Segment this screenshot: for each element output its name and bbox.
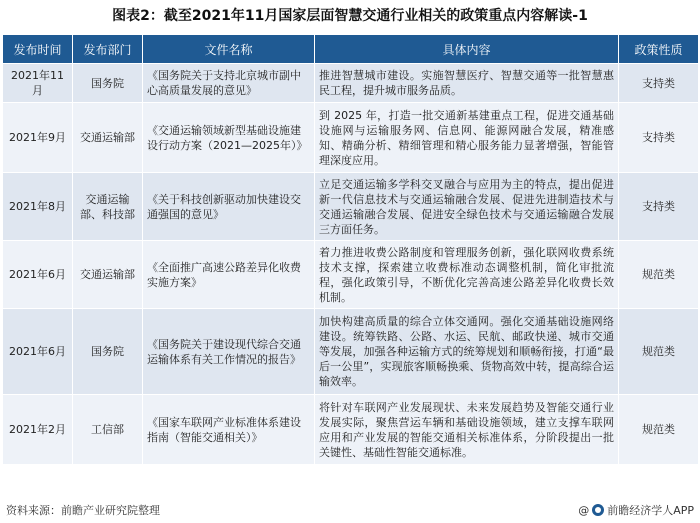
cell-type: 规范类: [619, 309, 699, 395]
brand-credit: [578, 502, 694, 518]
cell-dept: 交通运输部、科技部: [73, 173, 143, 241]
cell-name: 《关于科技创新驱动加快建设交通强国的意见》: [143, 173, 315, 241]
cell-date: 2021年8月: [3, 173, 73, 241]
cell-type: 支持类: [619, 103, 699, 173]
page-title: 图表2：截至2021年11月国家层面智慧交通行业相关的政策重点内容解读-1: [112, 8, 588, 24]
cell-name: 《全面推广高速公路差异化收费实施方案》: [143, 241, 315, 309]
header-name: 文件名称: [143, 35, 315, 64]
brand-name: 前瞻经济学人APP: [607, 504, 694, 517]
cell-name: 《交通运输领域新型基础设施建设行动方案（2021—2025年）》: [143, 103, 315, 173]
cell-name: 《国务院关于建设现代综合交通运输体系有关工作情况的报告》: [143, 309, 315, 395]
cell-content: 推进智慧城市建设。实施智慧医疗、智慧交通等一批智慧惠民工程，提升城市服务品质。: [315, 64, 619, 103]
header-content: 具体内容: [315, 35, 619, 64]
brand-logo-icon: [592, 504, 604, 516]
cell-dept: 国务院: [73, 309, 143, 395]
cell-content: 立足交通运输多学科交叉融合与应用为主的特点，提出促进新一代信息技术与交通运输融合发展、促进先进制造技术与交通运输融合发展、促进安全绿色技术与交通运输融合发展三方面任务。: [315, 173, 619, 241]
table-row: [3, 103, 699, 173]
cell-dept: 交通运输部: [73, 103, 143, 173]
source-note: 资料来源：前瞻产业研究院整理: [6, 504, 160, 517]
at-symbol: @: [578, 503, 590, 517]
table-row: [3, 173, 699, 241]
table-row: [3, 241, 699, 309]
cell-date: 2021年9月: [3, 103, 73, 173]
cell-content: 到 2025 年，打造一批交通新基建重点工程，促进交通基础设施网与运输服务网、信息网、能源网融合发展，精准感知、精确分析、精细管理和精心服务能力显著增强，智能管理深度应用。: [315, 103, 619, 173]
cell-date: 2021年6月: [3, 309, 73, 395]
cell-dept: 国务院: [73, 64, 143, 103]
table-row: [3, 309, 699, 395]
cell-name: 《国务院关于支持北京城市副中心高质量发展的意见》: [143, 64, 315, 103]
table-row: [3, 395, 699, 465]
cell-type: 规范类: [619, 241, 699, 309]
table-header-row: [3, 35, 699, 64]
cell-type: 规范类: [619, 395, 699, 465]
cell-content: 着力推进收费公路制度和管理服务创新，强化联网收费系统技术支撑，探索建立收费标准动态调整机制，简化审批流程，强化政策引导，不断优化完善高速公路差异化收费长效机制。: [315, 241, 619, 309]
cell-date: 2021年2月: [3, 395, 73, 465]
cell-content: 加快构建高质量的综合立体交通网。强化交通基础设施网络建设。统筹铁路、公路、水运、民航、邮政快递、城市交通等发展，加强各种运输方式的统筹规划和顺畅衔接，打通“最后一公里”，实现旅客顺畅换乘、货物高效中转，提高综合运输效率。: [315, 309, 619, 395]
cell-dept: 工信部: [73, 395, 143, 465]
policy-table: [2, 34, 699, 465]
cell-type: 支持类: [619, 64, 699, 103]
cell-date: 2021年6月: [3, 241, 73, 309]
header-date: 发布时间: [3, 35, 73, 64]
cell-name: 《国家车联网产业标准体系建设指南（智能交通相关）》: [143, 395, 315, 465]
table-row: [3, 64, 699, 103]
cell-content: 将针对车联网产业发展现状、未来发展趋势及智能交通行业发展实际，聚焦营运车辆和基础设施领域，建立支撑车联网应用和产业发展的智能交通相关标准体系，分阶段提出一批关键性、基础性智能交通标准。: [315, 395, 619, 465]
cell-date: 2021年11月: [3, 64, 73, 103]
footer: [0, 496, 700, 523]
header-type: 政策性质: [619, 35, 699, 64]
cell-dept: 交通运输部: [73, 241, 143, 309]
cell-type: 支持类: [619, 173, 699, 241]
header-dept: 发布部门: [73, 35, 143, 64]
